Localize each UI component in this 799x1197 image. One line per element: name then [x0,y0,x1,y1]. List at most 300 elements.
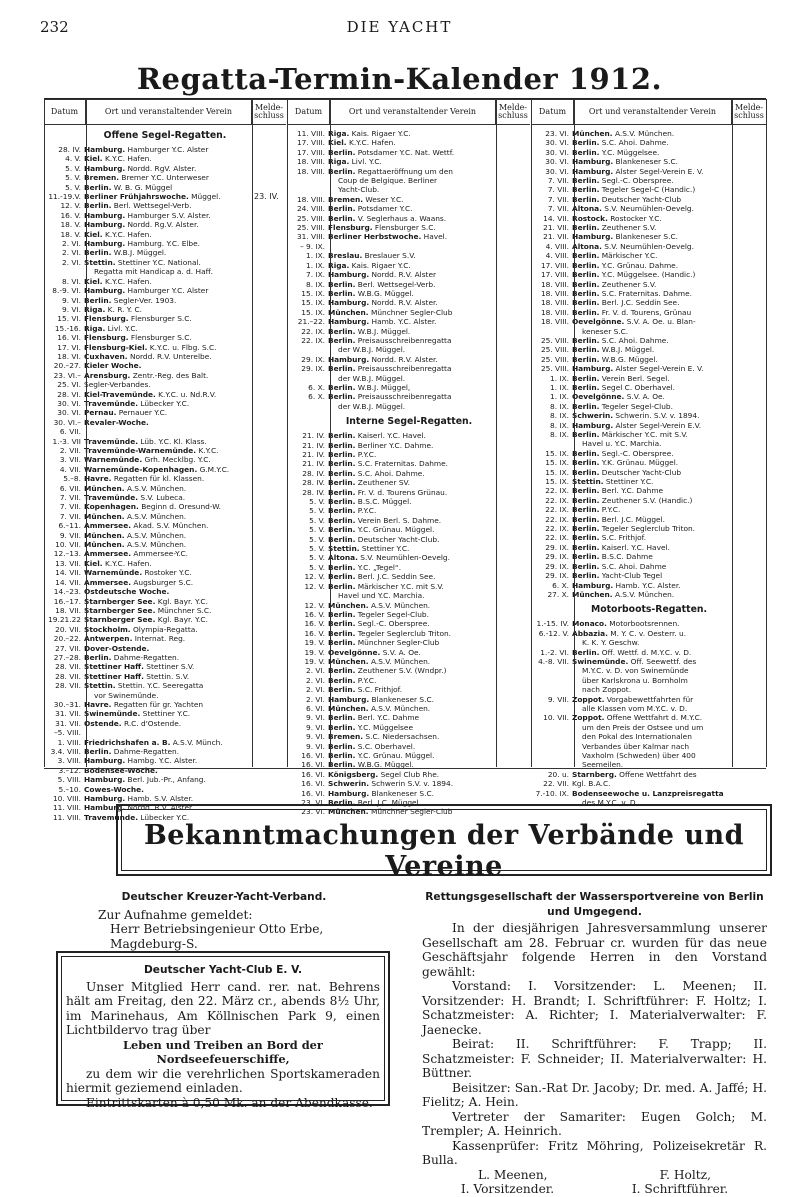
header-date: Datum [532,100,574,124]
entry-date: 2. VI. [62,248,81,258]
entry-text: Swinemünde. Off. Seewettf. des [572,656,697,666]
entry-text: Berlin. Y.C. Müggelsee. (Handic.) [572,270,696,280]
calendar-entry [288,789,494,798]
entry-date [532,676,572,685]
calendar-entry [288,723,494,732]
calendar-entry [532,713,730,722]
entry-date: 16. V. [304,619,325,629]
entry-text: Berlin. W.B.G. Müggel. [328,760,414,770]
calendar-entry [288,553,494,562]
entry-place: Berlin. [328,619,356,629]
entry-date: 28. VI. [57,389,81,399]
calendar-entry [532,402,730,411]
entry-text: Berliner Frühjahrswoche. Müggel. [84,192,221,202]
entry-text: Berlin. S.C. Oberhavel. [328,741,416,751]
entry-place: Hamburg. [572,232,614,242]
entry-text: Berlin. Dahme-Regatten. [84,747,180,756]
entry-place: Berlin. [328,751,356,760]
entry-text: Stettin. Stettiner Y.C. National. [84,257,201,267]
entry-text: der W.B.J. Müggel. [338,373,406,383]
entry-text: Altona. S.V. Neumühlen-Oevelg. [328,553,450,563]
entry-date: 6. VI. [306,703,325,713]
calendar-entry [532,638,730,647]
entry-place: Berliner Frühjahrswoche. [84,192,189,202]
entry-text: Swinemünde. Stettiner Y.C. [84,709,191,719]
entry-date: 9. VI. [306,713,325,723]
entry-text: Berlin. Potsdamer Y.C. Nat. Wettf. [328,147,455,157]
entry-place: Stockholm. [84,624,131,634]
calendar-entry [288,666,494,675]
entry-place: Stettin. [572,477,604,487]
entry-date: 27. X. [547,589,569,599]
calendar-entry [44,314,250,323]
signature-name: L. Meenen, [478,1167,548,1182]
entry-date [288,185,328,194]
entry-list [288,431,494,817]
calendar-entry [288,751,494,760]
calendar-entry [532,157,730,166]
entry-place: Hamburg. [572,580,614,590]
calendar-entry [44,644,250,653]
entry-text: Berlin. S.C. Ahoi. Dahme [572,561,667,571]
announcements-title: Bekanntmachungen der Verbände und Vereine [143,820,745,882]
entry-text: keneser S.C. [582,326,629,336]
entry-text: Travemünde-Warnemünde. K.Y.C. [84,446,219,455]
calendar-entry [44,756,250,765]
entry-place: Stettin. [84,681,116,691]
entry-date: 25. VIII. [540,345,569,355]
entry-text: Schwerin. Schwerin. S.V. v. 1894. [572,411,700,421]
entry-text: Berlin. P.Y.C. [328,506,377,516]
calendar-entry [288,176,494,185]
calendar-entry [288,441,494,450]
calendar-entry [288,261,494,270]
entry-date: 16. VI. [301,760,325,770]
entry-place: Berlin. [572,288,600,298]
entry-place: Revaler-Woche. [84,417,149,427]
calendar-entry [288,497,494,506]
entry-date: 5. V. [309,544,325,554]
calendar-entry [288,383,494,392]
calendar-entry [288,676,494,685]
calendar-entry [44,775,250,784]
calendar-entry [44,625,250,634]
entry-text: Vaxholm (Schweden) über 400 [582,751,696,760]
entry-date: 8. IX. [550,401,569,411]
entry-text: Berlin. Zeuthener S.V. (Wndpr.) [328,666,447,676]
calendar-entry [44,662,250,671]
entry-date: 27.–28. [53,652,81,662]
entry-date: 9. VI. [306,722,325,732]
entry-text: Berlin. Kaiserl. Y.C. Havel. [328,431,426,441]
entry-date: 29. IX. [545,561,569,571]
entry-text [328,242,494,251]
calendar-entry [532,270,730,279]
entry-date: 9. VII. [59,530,81,540]
announcement-text: Vorstand: I. Vorsitzender: L. Meenen; II. Vorsitzender: H. Brandt; I. Schriftführer: F. Holtz; I. Schatzmeister: A. Richter; I. Materialverwalter: F. Jaenecke. [422,979,767,1037]
entry-date: 17. VI. [57,342,81,352]
entry-place: Riga. [84,304,106,314]
calendar-entry [288,431,494,440]
entry-text: Berlin. Zeuthener S.V. [572,223,657,233]
entry-place: Berlin. [328,562,356,572]
calendar-entry [44,549,250,558]
entry-place: Berlin. [328,798,356,808]
entry-date: 15. IX. [545,467,569,477]
entry-text [84,785,250,794]
calendar-entry [532,204,730,213]
entry-date: 25. VIII. [540,364,569,374]
entry-place: Hamburg. [84,803,126,813]
entry-text: Hamburg. Nordd. R.V. Alster [328,270,437,280]
entry-date: 9. VI. [306,732,325,742]
entry-text: Berlin. Tegeler Segel-Club. [328,609,429,619]
entry-date: 3.–12. [58,765,81,775]
calendar-entry [532,185,730,194]
entry-date: 7. VII. [547,194,569,204]
entry-date: 17. VIII. [540,260,569,270]
entry-text: Berlin. Berl. J.C. Müggel. [328,798,421,808]
entry-text: Berlin. Y.C. Müggelsee. [572,147,660,157]
section-motorboots: Motorboots-Regatten. [590,604,708,616]
entry-text: des M.Y.C. v. D. [582,798,638,808]
entry-place: Berlin. [572,401,600,411]
entry-date: 28. VII. [55,681,81,691]
calendar-entry [44,502,250,511]
entry-place: Berlin. [328,335,356,345]
entry-place: Travemünde. [84,398,139,408]
entry-place: Kiel-Travemünde. [84,389,156,399]
calendar-entry [44,615,250,624]
calendar-entry [532,167,730,176]
section-offene: Offene Segel-Regatten. [103,130,227,141]
entry-text: Hamburg. Alster Segel-Verein E. V. [572,166,704,176]
entry-date: 11. VIII. [52,812,81,822]
entry-date: 8. IX. [550,430,569,439]
entry-place: Berlin. [328,147,356,157]
entry-text: Berlin. S.C. Ahoi. Dahme. [572,335,669,345]
entry-place: Hamburg. [84,756,126,766]
entry-place: Berlin. [572,486,600,496]
entry-place: Berlin. [328,760,356,770]
entry-place: Berlin. [572,542,600,552]
entry-date: 12. V. [304,600,325,610]
calendar-entry [532,468,730,477]
entry-date: 22. IX. [545,495,569,505]
entry-text: Hamburg. Blankeneser S.C. [328,788,434,798]
calendar-entry [44,371,250,380]
entry-place: München. [84,511,125,521]
entry-date: 7.-10. IX. [535,788,569,798]
entry-date [532,723,572,732]
entry-place: Hamburg. [572,157,614,167]
calendar-entry [288,129,494,138]
entry-place: Berlin. [572,514,600,524]
calendar-entry [288,713,494,722]
header-melde: Melde-schluss [254,102,284,120]
entry-date: 2. VI. [62,239,81,249]
entry-date: 3. VII. [59,455,81,465]
entry-text: Pernau. Pernauer Y.C. [84,408,168,418]
entry-place: Berlin. [328,204,356,214]
calendar-entry [288,392,494,401]
entry-date: 30. VI. [57,398,81,408]
entry-place: Berlin. [328,515,356,525]
entry-place: Schwerin. [572,411,614,421]
calendar-entry [288,732,494,741]
entry-date: 22. IX. [301,326,325,336]
calendar-entry [532,289,730,298]
calendar-entry [532,486,730,495]
entry-place: Stettiner Haff. [84,671,144,681]
entry-text: Berlin. Y.K. Grünau. Müggel. [572,458,679,468]
entry-date: 31. VII. [55,718,81,728]
entry-place: Berlin. [328,392,356,402]
entry-list [532,129,730,599]
entry-date: 15. IX. [545,448,569,458]
entry-date: 18. VIII. [296,194,325,204]
calendar-entry [44,192,250,201]
entry-date: 5.–8. [63,474,81,484]
calendar-entry [288,355,494,364]
calendar-entry [532,666,730,675]
entry-place: Königsberg. [328,769,379,779]
entry-place: Ostende. [84,718,122,728]
entry-place: Kopenhagen. [84,502,139,512]
entry-date: 18. VIII. [540,279,569,289]
entry-place: Berlin. [84,747,112,756]
entry-place: Berlin. [328,609,356,619]
entry-place: Pernau. [84,408,117,418]
announcements-banner [116,804,772,882]
entry-text: Berlin. Segel C. Oberhavel. [572,382,676,392]
entry-date: 12. V. [304,581,325,591]
entry-date: 22. IX. [545,533,569,543]
entry-text: Hamburg. Nordd. R.V. Alster. [328,298,438,308]
entry-date: 7. VII. [547,185,569,195]
entry-text: Berlin. S.C. Frithjof. [328,685,403,695]
entry-date [532,666,572,675]
entry-place: Bodenseewoche u. Lanzpreisregatta [572,788,724,798]
entry-text [572,789,730,798]
calendar-entry [532,298,730,307]
entry-date: 23. VI. [545,129,569,138]
entry-place: Dover-Ostende. [84,643,150,653]
entry-date: 3. VIII. [57,756,81,766]
entry-text: Hamburg. Blankeneser S.C. [328,694,434,704]
calendar-entry [532,195,730,204]
entry-date: 16. VI. [301,769,325,779]
calendar-entry [44,258,250,267]
entry-date: 28. VII. [55,671,81,681]
calendar-entry [532,223,730,232]
calendar-entry [44,681,250,690]
entry-text: Regatta mit Handicap a. d. Haff. [94,267,214,277]
entry-list [288,129,494,411]
entry-text: Stettin. Stettin. Y.C. Seeregatta [84,681,204,691]
entry-text: Breslau. Breslauer S.V. [328,251,416,261]
entry-place: Berlin. [84,248,112,258]
entry-place: Berlin. [572,270,600,280]
entry-date: 4. VIII. [545,251,569,261]
entry-text: München. Münchner Segler-Club [328,807,453,817]
entry-text: Ammersee. Ammersee-Y.C. [84,549,189,559]
entry-place: Hamburg. [84,220,126,230]
calendar-entry [44,380,250,389]
entry-place: Riga. [328,129,350,138]
entry-date: 13. VII. [55,558,81,568]
entry-place: Hamburg. [328,317,370,327]
entry-place: Altona. [572,204,602,214]
entry-date: 1. IX. [550,382,569,392]
calendar-entry [44,634,250,643]
entry-date: 23. VI.– [53,370,81,380]
calendar-entry [44,239,250,248]
calendar-entry [288,317,494,326]
entry-text: Kiel. K.Y.C. Hafen. [84,229,152,239]
entry-date: 6. X. [552,580,569,590]
entry-text: Berlin. B.S.C. Dahme [572,552,653,562]
entry-date: 1.-15. IV. [536,619,569,629]
entry-text: Segler-Verbandes. [84,380,151,390]
entry-text: Travemünde. Lübecker Y.C. [84,398,190,408]
entry-date: 16. VI. [301,788,325,798]
calendar-entry [44,653,250,662]
entry-date: 2. VI. [306,694,325,704]
entry-text: München. Münchner Segler-Club [328,307,453,317]
entry-date: 2. VI. [62,257,81,267]
entry-text: Flensburg. Flensburger S.C. [84,333,192,343]
calendar-entry [532,449,730,458]
entry-date: 5. V. [309,497,325,507]
calendar-entry [44,437,250,446]
calendar-entry [44,455,250,464]
column-divider [574,99,575,767]
entry-place: Berlin. [84,201,112,211]
calendar-entry [44,211,250,220]
entry-text: München. A.S.V. München. [328,703,431,713]
entry-place: Monaco. [572,619,607,629]
calendar-entry [288,204,494,213]
header-place: Ort und veranstaltender Verein [330,100,496,124]
entry-text: Berlin. Fr. V. d. Tourens, Grünau [572,307,692,317]
entry-date: 10. VII. [543,713,569,723]
entry-place: Berlin. [328,572,356,582]
entry-text: München. A.S.V. München. [328,656,431,666]
entry-text: Travemünde. Lübecker Y.C. [84,812,190,822]
entry-date: 4. VIII. [545,241,569,251]
calendar-entry [44,568,250,577]
calendar-entry [532,317,730,326]
entry-text: nach Zoppot. [582,685,632,695]
entry-place: Riga. [328,260,350,270]
entry-text: Berlin. W.B.J. Müggel, [328,382,411,392]
entry-place: Hamburg. [328,788,370,798]
entry-text: Verbandes über Kalmar nach [582,741,690,751]
entry-text: Berlin. B.S.C. Müggel. [328,497,412,507]
column-divider [252,99,253,767]
calendar-entry [288,535,494,544]
header-date: Datum [288,100,330,124]
entry-text: Stockholm. Olympia-Regatta. [84,624,198,634]
entry-text: Travemünde. Lüb. Y.C. Kl. Klass. [84,436,207,446]
entry-text: Starnberger See. Münchner S.C. [84,605,212,615]
entry-text: alle Klassen vom M.Y.C. v. D. [582,703,688,713]
entry-place: München. [328,307,369,317]
calendar-entry [288,138,494,147]
entry-text: Hamburg. Hamburger Y.C. Alster [84,145,209,154]
entry-date: 15. IX. [301,288,325,298]
entry-place: Berlin. [328,279,356,289]
calendar-entry [44,531,250,540]
entry-date: 5. V. [309,525,325,535]
column-divider [732,99,733,767]
announcement-line: Zur Aufnahme gemeldet: [98,907,253,922]
entry-text: München. A.S.V. München. [572,129,675,138]
entry-text: der W.B.J. Müggel. [338,401,406,411]
entry-text: Kgl. B.A.C. [572,779,611,789]
calendar-entry [532,505,730,514]
entry-text: Coup de Belgique. Berliner [338,176,438,186]
entry-date: 23. VI. [301,807,325,817]
calendar-entry [288,742,494,751]
entry-place: Kieler Woche. [84,361,142,371]
entry-place: Hamburg. [84,163,126,173]
entry-text: Berlin. Berliner Y.C. Dahme. [328,440,434,450]
entry-text: Berlin. Tegeler Seglerclub Triton. [328,628,452,638]
entry-date: 5. V. [309,534,325,544]
entry-place: Berlin. [572,430,600,439]
entry-text: Berlin. Münchner Segler-Club [328,638,440,648]
calendar-entry [288,450,494,459]
entry-date [532,732,572,741]
entry-text: Berlin. Segl.-C. Oberspree. [572,448,674,458]
entry-text: Berlin. Deutscher Yacht-Club. [328,534,440,544]
calendar-entry [532,533,730,542]
calendar-entry [288,638,494,647]
entry-text: Havel und Y.C. Marchia. [338,591,425,601]
entry-date: 27. VII. [55,643,81,653]
entry-text: Hamburg. Hamb. Y.C. Alster. [328,317,437,327]
calendar-entry [288,648,494,657]
entry-place: Berlin. [572,138,600,148]
entry-place: Berlin. [328,713,356,723]
calendar-entry [288,582,494,591]
entry-text: um den Preis der Ostsee und um [582,722,704,732]
calendar-entry [532,477,730,486]
entry-text: Berlin. Tegeler Segel-Club. [572,401,673,411]
entry-text: Kiel-Travemünde. K.Y.C. u. Nd.R.V. [84,389,217,399]
calendar-entry [44,343,250,352]
entry-place: Berlin. [328,166,356,176]
calendar-entry [44,597,250,606]
entry-text: Flensburg. Flensburger S.C. [84,314,192,324]
entry-date: 25. VIII. [296,213,325,223]
calendar-entry [288,167,494,176]
calendar-entry [288,506,494,515]
entry-text: Berlin. Segl.-C. Oberspree. [328,619,430,629]
calendar-entry [288,157,494,166]
entry-place: Berlin. [572,223,600,233]
entry-text: Zoppot. Vorgabewettfahrten für [572,694,694,704]
calendar-entry [44,474,250,483]
calendar-entry [532,789,730,798]
calendar-entry [44,201,250,210]
entry-date: 20. u. [547,769,569,779]
entry-text: Friedrichshafen a. B. A.S.V. Münch. [84,737,223,747]
entry-date: 31. VII. [55,709,81,719]
calendar-entry [44,672,250,681]
